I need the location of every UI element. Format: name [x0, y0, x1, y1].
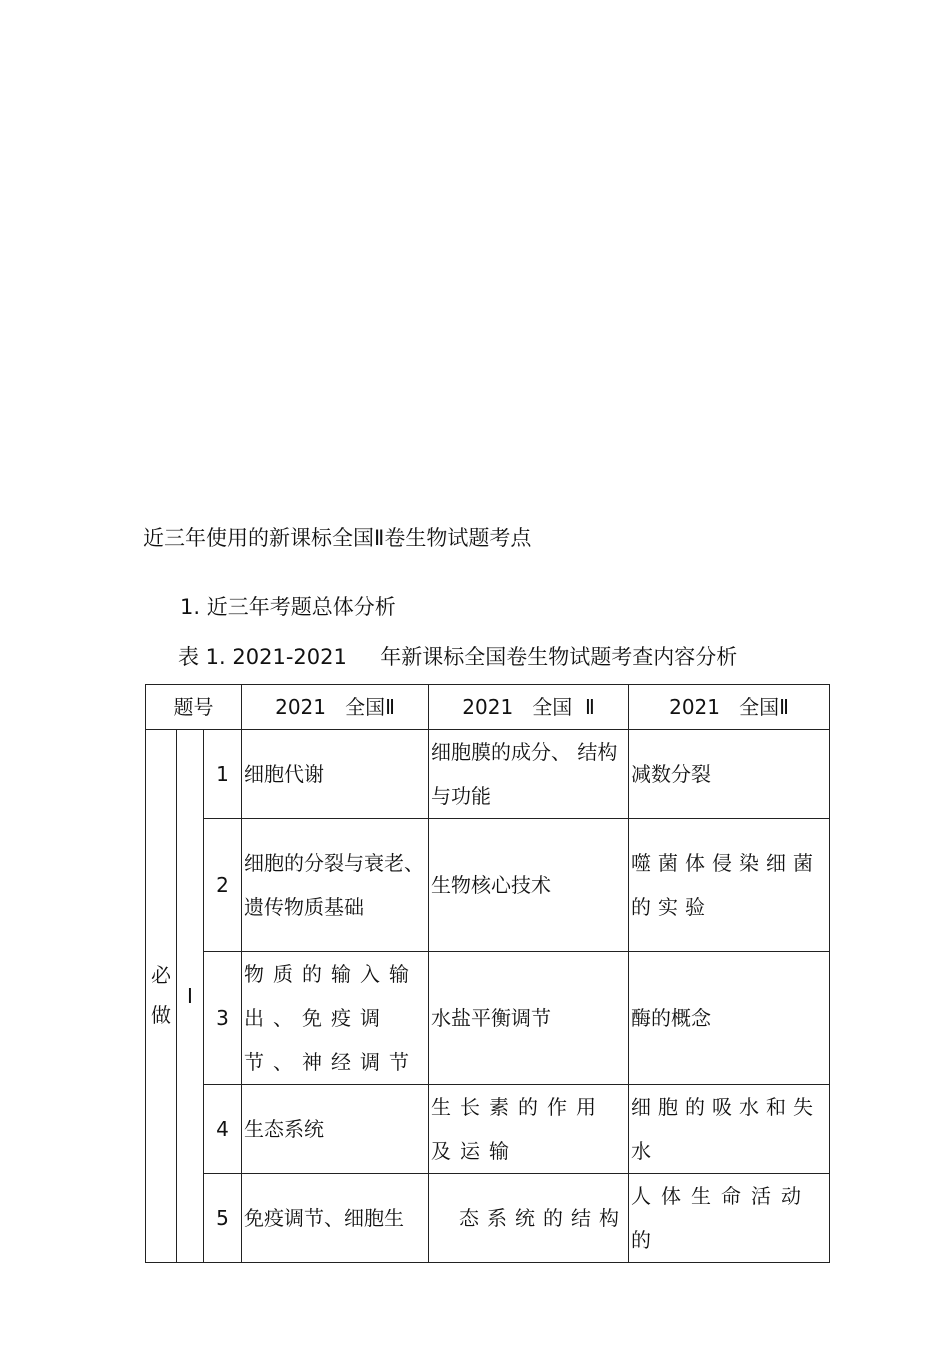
- cell-year-2: 生长素的作用及运输: [429, 1085, 629, 1174]
- cell-year-2: 水盐平衡调节: [429, 952, 629, 1085]
- table-header-row: [146, 685, 830, 730]
- cell-year-1: 细胞的分裂与衰老、遗传物质基础: [242, 819, 429, 952]
- question-number: 2: [204, 819, 242, 952]
- cell-year-2: 态系统的结构: [429, 1174, 629, 1263]
- table-row: [146, 819, 830, 952]
- header-year-1: 2021 全国Ⅱ: [242, 685, 429, 730]
- table-row: [146, 952, 830, 1085]
- question-number: 1: [204, 730, 242, 819]
- cell-year-3: 酶的概念: [629, 952, 830, 1085]
- cell-year-3: 减数分裂: [629, 730, 830, 819]
- table-row: [146, 1085, 830, 1174]
- table-row: [146, 1174, 830, 1263]
- cell-year-2: 生物核心技术: [429, 819, 629, 952]
- document-title: 近三年使用的新课标全国Ⅱ卷生物试题考点: [143, 526, 532, 550]
- group-label-required: 必做: [146, 730, 177, 1263]
- cell-year-1: 生态系统: [242, 1085, 429, 1174]
- question-number: 5: [204, 1174, 242, 1263]
- header-question-number: 题号: [146, 685, 242, 730]
- section-title: 1. 近三年考题总体分析: [180, 595, 396, 619]
- question-number: 3: [204, 952, 242, 1085]
- cell-year-1: 物质的输入输出、免疫调节、神经调节: [242, 952, 429, 1085]
- question-number: 4: [204, 1085, 242, 1174]
- cell-year-3: 人体生命活动的: [629, 1174, 830, 1263]
- analysis-table: [145, 684, 830, 1263]
- cell-year-1: 细胞代谢: [242, 730, 429, 819]
- header-year-3: 2021 全国Ⅱ: [629, 685, 830, 730]
- table-row: [146, 730, 830, 819]
- header-year-2: 2021 全国 Ⅱ: [429, 685, 629, 730]
- cell-year-2: 细胞膜的成分、 结构与功能: [429, 730, 629, 819]
- cell-year-3: 噬菌体侵染细菌的实验: [629, 819, 830, 952]
- cell-year-3: 细胞的吸水和失水: [629, 1085, 830, 1174]
- table-caption: 表 1. 2021-2021 年新课标全国卷生物试题考查内容分析: [178, 645, 738, 669]
- subgroup-label: Ⅰ: [177, 730, 204, 1263]
- cell-year-1: 免疫调节、细胞生: [242, 1174, 429, 1263]
